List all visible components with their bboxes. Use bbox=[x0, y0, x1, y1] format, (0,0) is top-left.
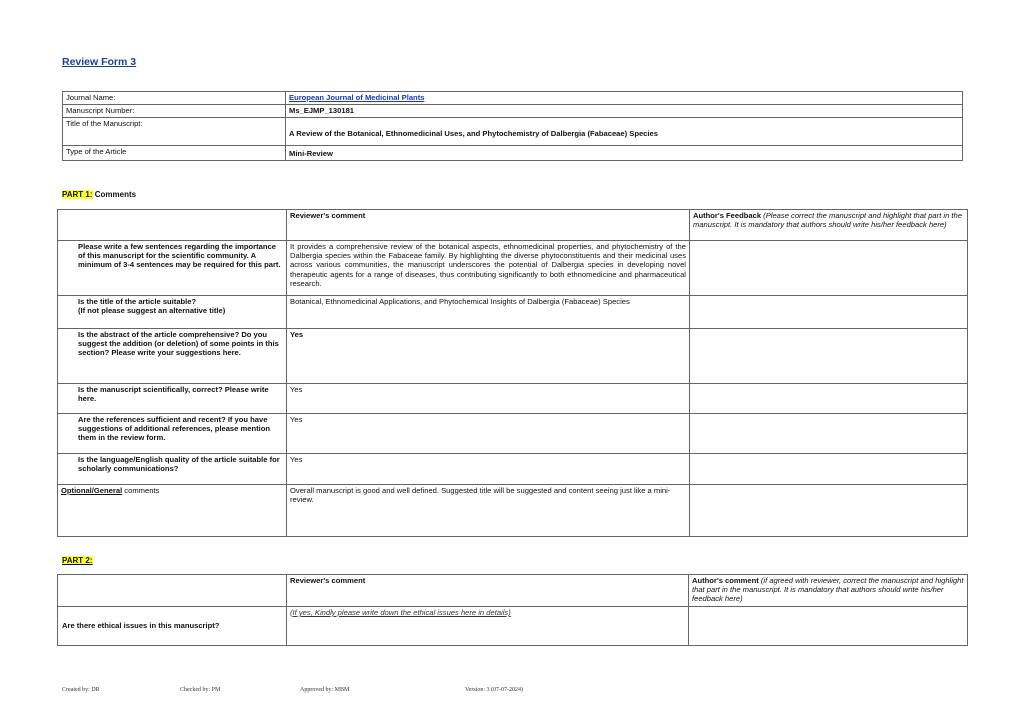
reviewer-comment: Yes bbox=[287, 384, 690, 414]
part2-label: PART 2: bbox=[62, 556, 93, 565]
optional-label-bold: Optional/General bbox=[61, 486, 123, 495]
info-row-manuscript-number bbox=[63, 105, 963, 118]
table-row bbox=[58, 607, 968, 646]
author-feedback-cell[interactable] bbox=[690, 414, 968, 454]
footer-approved: Approved by: MBM bbox=[300, 687, 350, 693]
info-row-title bbox=[63, 118, 963, 146]
reviewer-comment-header: Reviewer's comment bbox=[287, 210, 690, 241]
table-row bbox=[58, 241, 968, 296]
question: Are the references sufficient and recent? If you have suggestions of additional references, please mention them in the review form. bbox=[58, 414, 287, 454]
author-feedback-cell[interactable] bbox=[690, 241, 968, 296]
ethical-comment: (If yes, Kindly please write down the ethical issues here in details) bbox=[287, 607, 689, 646]
reviewer-comment-header: Reviewer's comment bbox=[287, 575, 689, 607]
author-feedback-header bbox=[690, 210, 968, 241]
question: Is the abstract of the article comprehensive? Do you suggest the addition (or deletion) of some points in this section? Please write your suggestions here. bbox=[58, 329, 287, 384]
form-title: Review Form 3 bbox=[62, 56, 137, 68]
reviewer-comment: It provides a comprehensive review of the botanical aspects, ethnomedicinal properties, and phytochemistry of the Dalbergia species within the Fabaceae family. By highlighting the diverse phytoconstituents and their medicinal uses across various communities, the manuscript underscores the potential of Dalbergia species in developing novel therapeutic agents for a range of diseases, thus contributing significantly to both ethnomedicine and pharmaceutical research. bbox=[287, 241, 690, 296]
author-feedback-cell[interactable] bbox=[690, 384, 968, 414]
part1-header-row bbox=[58, 210, 968, 241]
author-comment-instructions: (if agreed with reviewer, correct the manuscript and highlight that part in the manuscript. It is mandatory that authors should write his/her feedback here) bbox=[692, 576, 964, 604]
author-feedback-cell[interactable] bbox=[690, 485, 968, 537]
author-feedback-cell[interactable] bbox=[690, 296, 968, 329]
question-text: Is the title of the article suitable? bbox=[78, 297, 197, 306]
question: Is the language/English quality of the article suitable for scholarly communications? bbox=[58, 454, 287, 485]
optional-comments-row bbox=[58, 485, 968, 537]
journal-link[interactable]: European Journal of Medicinal Plants bbox=[289, 93, 425, 102]
info-label: Title of the Manuscript: bbox=[63, 118, 286, 146]
table-row bbox=[58, 384, 968, 414]
part1-table bbox=[57, 209, 968, 537]
info-label: Type of the Article bbox=[63, 146, 286, 161]
reviewer-comment: Yes bbox=[287, 454, 690, 485]
ethical-question: Are there ethical issues in this manuscript? bbox=[58, 607, 287, 646]
question-subtext: (If not please suggest an alternative title) bbox=[78, 306, 226, 316]
table-row bbox=[58, 296, 968, 329]
info-row-journal bbox=[63, 92, 963, 105]
author-feedback-cell[interactable] bbox=[690, 329, 968, 384]
footer-checked: Checked by: PM bbox=[180, 687, 221, 693]
part1-subtitle: Comments bbox=[92, 190, 137, 199]
info-row-type bbox=[63, 146, 963, 161]
author-comment-header bbox=[689, 575, 968, 607]
author-feedback-label: Author's Feedback bbox=[693, 211, 762, 220]
info-value: Mini-Review bbox=[286, 146, 963, 161]
part1-heading bbox=[62, 190, 136, 199]
manuscript-info-table bbox=[62, 91, 963, 161]
reviewer-comment: Yes bbox=[287, 414, 690, 454]
reviewer-comment: Botanical, Ethnomedicinal Applications, and Phytochemical Insights of Dalbergia (Fabaceae) Species bbox=[287, 296, 690, 329]
info-label: Manuscript Number: bbox=[63, 105, 286, 118]
author-comment-label: Author's comment bbox=[692, 576, 759, 585]
part1-label: PART 1: bbox=[62, 190, 93, 199]
footer-created: Created by: DR bbox=[62, 687, 100, 693]
author-feedback-cell[interactable] bbox=[690, 454, 968, 485]
optional-label-rest: comments bbox=[122, 486, 160, 495]
author-feedback-instructions: (Please correct the manuscript and highlight that part in the manuscript. It is mandatory that authors should write his/her feedback here) bbox=[693, 211, 962, 230]
author-comment-cell[interactable] bbox=[689, 607, 968, 646]
table-row bbox=[58, 454, 968, 485]
footer-version: Version: 3 (07-07-2024) bbox=[465, 687, 523, 693]
question bbox=[58, 296, 287, 329]
part2-header-row bbox=[58, 575, 968, 607]
optional-label bbox=[58, 485, 287, 537]
question: Please write a few sentences regarding the importance of this manuscript for the scientific community. A minimum of 3-4 sentences may be required for this part. bbox=[58, 241, 287, 296]
part2-heading bbox=[62, 556, 93, 565]
info-value: A Review of the Botanical, Ethnomedicinal Uses, and Phytochemistry of Dalbergia (Fabaceae) Species bbox=[286, 118, 963, 146]
info-value: Ms_EJMP_130181 bbox=[286, 105, 963, 118]
reviewer-comment: Yes bbox=[287, 329, 690, 384]
table-row bbox=[58, 414, 968, 454]
table-row bbox=[58, 329, 968, 384]
optional-comment: Overall manuscript is good and well defined. Suggested title will be suggested and content seeing just like a mini-review. bbox=[287, 485, 690, 537]
question: Is the manuscript scientifically, correct? Please write here. bbox=[58, 384, 287, 414]
part2-table bbox=[57, 574, 968, 646]
info-label: Journal Name: bbox=[63, 92, 286, 105]
